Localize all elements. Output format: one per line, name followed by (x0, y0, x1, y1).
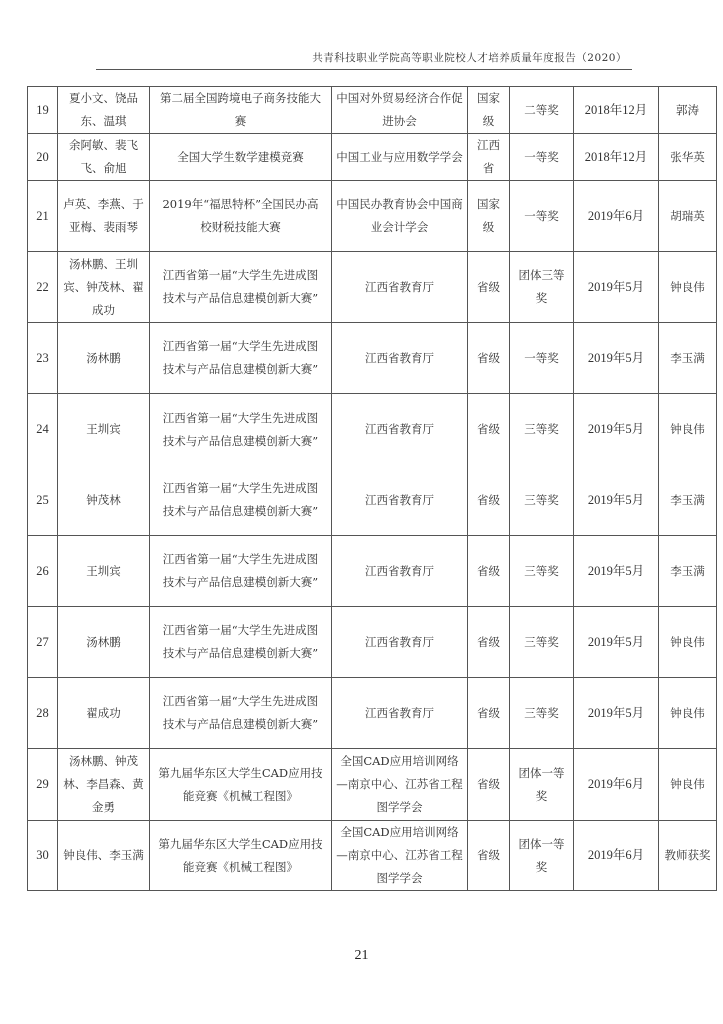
advisor-cell: 钟良伟 (659, 394, 717, 466)
header-rule (96, 69, 632, 70)
date-cell: 2019年5月 (574, 536, 659, 607)
advisor-cell: 李玉满 (659, 466, 717, 536)
date-cell: 2019年5月 (574, 607, 659, 678)
winners-cell: 翟成功 (58, 678, 150, 749)
advisor-cell: 教师获奖 (659, 821, 717, 891)
page-number: 21 (354, 948, 369, 963)
prize-cell: 一等奖 (510, 181, 574, 252)
organizer-cell: 中国工业与应用数学学会 (332, 134, 468, 181)
advisor-cell: 李玉满 (659, 536, 717, 607)
winners-cell: 王圳宾 (58, 536, 150, 607)
level-cell: 国家级 (468, 87, 510, 134)
prize-cell: 三等奖 (510, 466, 574, 536)
table-row (28, 394, 717, 466)
competition-cell: 江西省第一届“大学生先进成图技术与产品信息建模创新大赛” (150, 323, 332, 394)
date-cell: 2019年5月 (574, 394, 659, 466)
advisor-cell: 钟良伟 (659, 678, 717, 749)
row-number: 30 (28, 821, 58, 891)
advisor-cell: 钟良伟 (659, 607, 717, 678)
row-number: 19 (28, 87, 58, 134)
date-cell: 2018年12月 (574, 87, 659, 134)
prize-cell: 三等奖 (510, 394, 574, 466)
date-cell: 2019年5月 (574, 466, 659, 536)
level-cell: 省级 (468, 252, 510, 323)
table-row (28, 87, 717, 134)
table-row (28, 821, 717, 891)
prize-cell: 一等奖 (510, 323, 574, 394)
prize-cell: 团体三等奖 (510, 252, 574, 323)
date-cell: 2019年6月 (574, 821, 659, 891)
winners-cell: 卢英、李燕、于亚梅、裴雨琴 (58, 181, 150, 252)
level-cell: 省级 (468, 466, 510, 536)
competition-cell: 江西省第一届“大学生先进成图技术与产品信息建模创新大赛” (150, 607, 332, 678)
advisor-cell: 胡瑞英 (659, 181, 717, 252)
level-cell: 省级 (468, 536, 510, 607)
awards-table (27, 86, 717, 891)
winners-cell: 汤林鹏 (58, 323, 150, 394)
row-number: 21 (28, 181, 58, 252)
winners-cell: 钟茂林 (58, 466, 150, 536)
organizer-cell: 江西省教育厅 (332, 536, 468, 607)
row-number: 28 (28, 678, 58, 749)
organizer-cell: 全国CAD应用培训网络—南京中心、江苏省工程图学学会 (332, 749, 468, 821)
date-cell: 2019年5月 (574, 678, 659, 749)
organizer-cell: 江西省教育厅 (332, 394, 468, 466)
level-cell: 省级 (468, 749, 510, 821)
advisor-cell: 钟良伟 (659, 252, 717, 323)
table-row (28, 252, 717, 323)
advisor-cell: 郭涛 (659, 87, 717, 134)
competition-cell: 江西省第一届“大学生先进成图技术与产品信息建模创新大赛” (150, 466, 332, 536)
table-row (28, 323, 717, 394)
level-cell: 省级 (468, 394, 510, 466)
advisor-cell: 张华英 (659, 134, 717, 181)
prize-cell: 团体一等奖 (510, 821, 574, 891)
date-cell: 2019年5月 (574, 323, 659, 394)
prize-cell: 团体一等奖 (510, 749, 574, 821)
level-cell: 省级 (468, 821, 510, 891)
organizer-cell: 江西省教育厅 (332, 323, 468, 394)
organizer-cell: 江西省教育厅 (332, 466, 468, 536)
prize-cell: 三等奖 (510, 536, 574, 607)
row-number: 27 (28, 607, 58, 678)
advisor-cell: 钟良伟 (659, 749, 717, 821)
organizer-cell: 全国CAD应用培训网络—南京中心、江苏省工程图学学会 (332, 821, 468, 891)
organizer-cell: 中国民办教育协会中国商业会计学会 (332, 181, 468, 252)
winners-cell: 钟良伟、李玉满 (58, 821, 150, 891)
prize-cell: 三等奖 (510, 607, 574, 678)
winners-cell: 王圳宾 (58, 394, 150, 466)
organizer-cell: 江西省教育厅 (332, 607, 468, 678)
competition-cell: 江西省第一届“大学生先进成图技术与产品信息建模创新大赛” (150, 252, 332, 323)
date-cell: 2019年6月 (574, 181, 659, 252)
date-cell: 2018年12月 (574, 134, 659, 181)
competition-cell: 江西省第一届“大学生先进成图技术与产品信息建模创新大赛” (150, 394, 332, 466)
competition-cell: 江西省第一届“大学生先进成图技术与产品信息建模创新大赛” (150, 536, 332, 607)
table-row (28, 181, 717, 252)
row-number: 25 (28, 466, 58, 536)
organizer-cell: 中国对外贸易经济合作促进协会 (332, 87, 468, 134)
table-row (28, 134, 717, 181)
organizer-cell: 江西省教育厅 (332, 678, 468, 749)
level-cell: 省级 (468, 323, 510, 394)
competition-cell: 全国大学生数学建模竞赛 (150, 134, 332, 181)
prize-cell: 二等奖 (510, 87, 574, 134)
winners-cell: 汤林鹏、王圳宾、钟茂林、翟成功 (58, 252, 150, 323)
level-cell: 省级 (468, 607, 510, 678)
row-number: 22 (28, 252, 58, 323)
table-row (28, 466, 717, 536)
table-row (28, 749, 717, 821)
competition-cell: 第二届全国跨境电子商务技能大赛 (150, 87, 332, 134)
competition-cell: 2019年“福思特杯”全国民办高校财税技能大赛 (150, 181, 332, 252)
winners-cell: 汤林鹏 (58, 607, 150, 678)
date-cell: 2019年5月 (574, 252, 659, 323)
level-cell: 江西省 (468, 134, 510, 181)
level-cell: 国家级 (468, 181, 510, 252)
table-row (28, 607, 717, 678)
winners-cell: 夏小文、饶品东、温琪 (58, 87, 150, 134)
competition-cell: 第九届华东区大学生CAD应用技能竞赛《机械工程图》 (150, 821, 332, 891)
row-number: 23 (28, 323, 58, 394)
advisor-cell: 李玉满 (659, 323, 717, 394)
row-number: 24 (28, 394, 58, 466)
date-cell: 2019年6月 (574, 749, 659, 821)
winners-cell: 余阿敏、裴飞飞、俞旭 (58, 134, 150, 181)
row-number: 29 (28, 749, 58, 821)
competition-cell: 江西省第一届“大学生先进成图技术与产品信息建模创新大赛” (150, 678, 332, 749)
winners-cell: 汤林鹏、钟茂林、李昌森、黄金勇 (58, 749, 150, 821)
page-header: 共青科技职业学院高等职业院校人才培养质量年度报告（2020） (312, 52, 627, 64)
level-cell: 省级 (468, 678, 510, 749)
competition-cell: 第九届华东区大学生CAD应用技能竞赛《机械工程图》 (150, 749, 332, 821)
row-number: 20 (28, 134, 58, 181)
organizer-cell: 江西省教育厅 (332, 252, 468, 323)
table-row (28, 678, 717, 749)
row-number: 26 (28, 536, 58, 607)
prize-cell: 一等奖 (510, 134, 574, 181)
table-row (28, 536, 717, 607)
prize-cell: 三等奖 (510, 678, 574, 749)
